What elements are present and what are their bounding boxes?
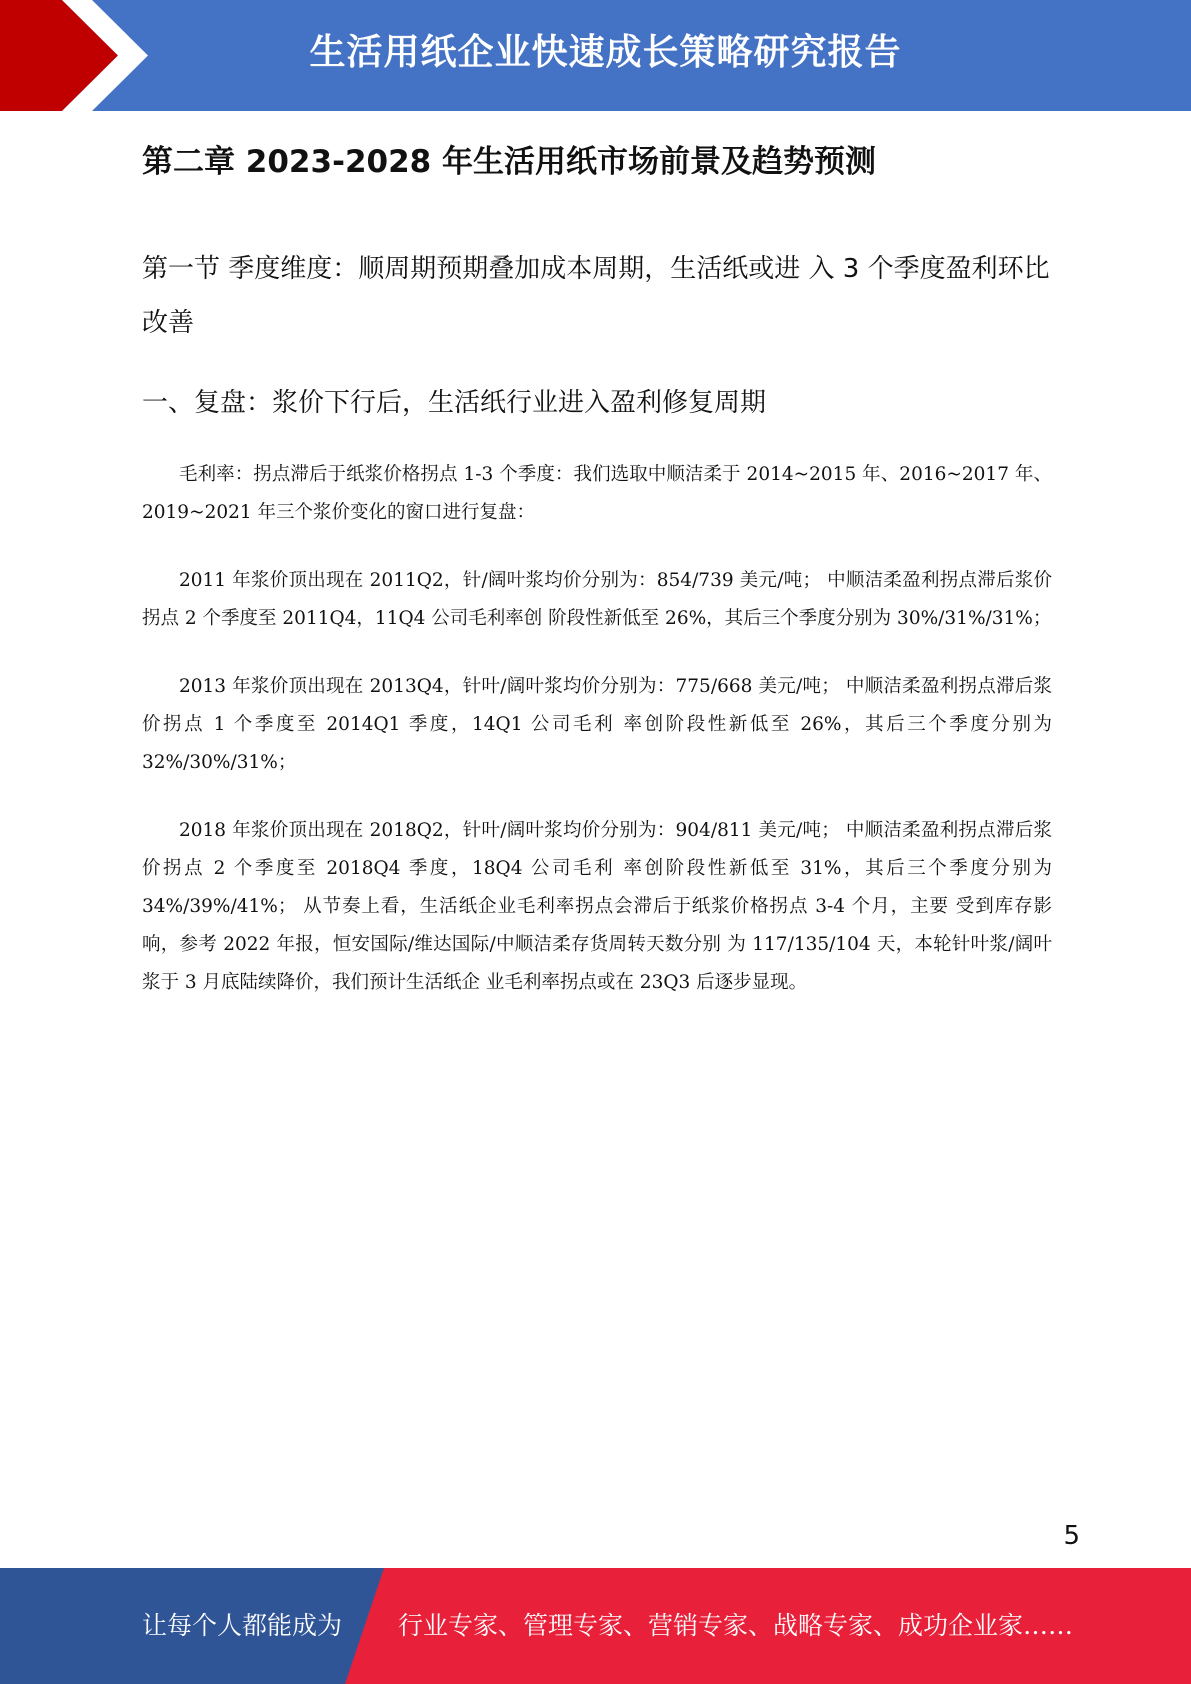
footer-slogan-right: 行业专家、管理专家、营销专家、战略专家、成功企业家…… (398, 1611, 1074, 1640)
paragraph: 毛利率：拐点滞后于纸浆价格拐点 1-3 个季度：我们选取中顺洁柔于 2014~2015 年、2016~2017 年、2019~2021 年三个浆价变化的窗口进行复盘： (142, 464, 1052, 523)
page-number: 5 (1063, 1521, 1080, 1551)
paragraph: 2013 年浆价顶出现在 2013Q4，针叶/阔叶浆均价分别为：775/668 美元/吨； 中顺洁柔盈利拐点滞后浆价拐点 1 个季度至 2014Q1 季度，14Q1 公司毛利 率创阶段性新低至 26%，其后三个季度分别为 32%/30%/31%； (142, 676, 1052, 773)
paragraph: 2011 年浆价顶出现在 2011Q2，针/阔叶浆均价分别为：854/739 美元/吨； 中顺洁柔盈利拐点滞后浆价拐点 2 个季度至 2011Q4，11Q4 公司毛利率创 阶段性新低至 26%，其后三个季度分别为 30%/31%/31%； (142, 570, 1052, 629)
document-body (142, 132, 1052, 1002)
footer-slogan-left: 让每个人都能成为 (142, 1611, 343, 1640)
page-header (0, 0, 1191, 111)
chapter-title: 第二章 2023-2028 年生活用纸市场前景及趋势预测 (142, 144, 877, 180)
page-footer (0, 1568, 1191, 1684)
section-title: 第一节 季度维度：顺周期预期叠加成本周期，生活纸或进 入 3 个季度盈利环比改善 (142, 254, 1050, 338)
paragraph: 2018 年浆价顶出现在 2018Q2，针叶/阔叶浆均价分别为：904/811 美元/吨； 中顺洁柔盈利拐点滞后浆价拐点 2 个季度至 2018Q4 季度，18Q4 公司毛利 率创阶段性新低至 31%，其后三个季度分别为 34%/39%/41%； 从节奏上看，生活纸企业毛利率拐点会滞后于纸浆价格拐点 3-4 个月，主要 受到库存影响，参考 2022 年报，恒安国际/维达国际/中顺洁柔存货周转天数分别 为 117/135/104 天，本轮针叶浆/阔叶浆于 3 月底陆续降价，我们预计生活纸企 业毛利率拐点或在 23Q3 后逐步显现。 (142, 820, 1052, 993)
subsection-title: 一、复盘：浆价下行后，生活纸行业进入盈利修复周期 (142, 388, 767, 418)
report-title: 生活用纸企业快速成长策略研究报告 (309, 32, 902, 73)
